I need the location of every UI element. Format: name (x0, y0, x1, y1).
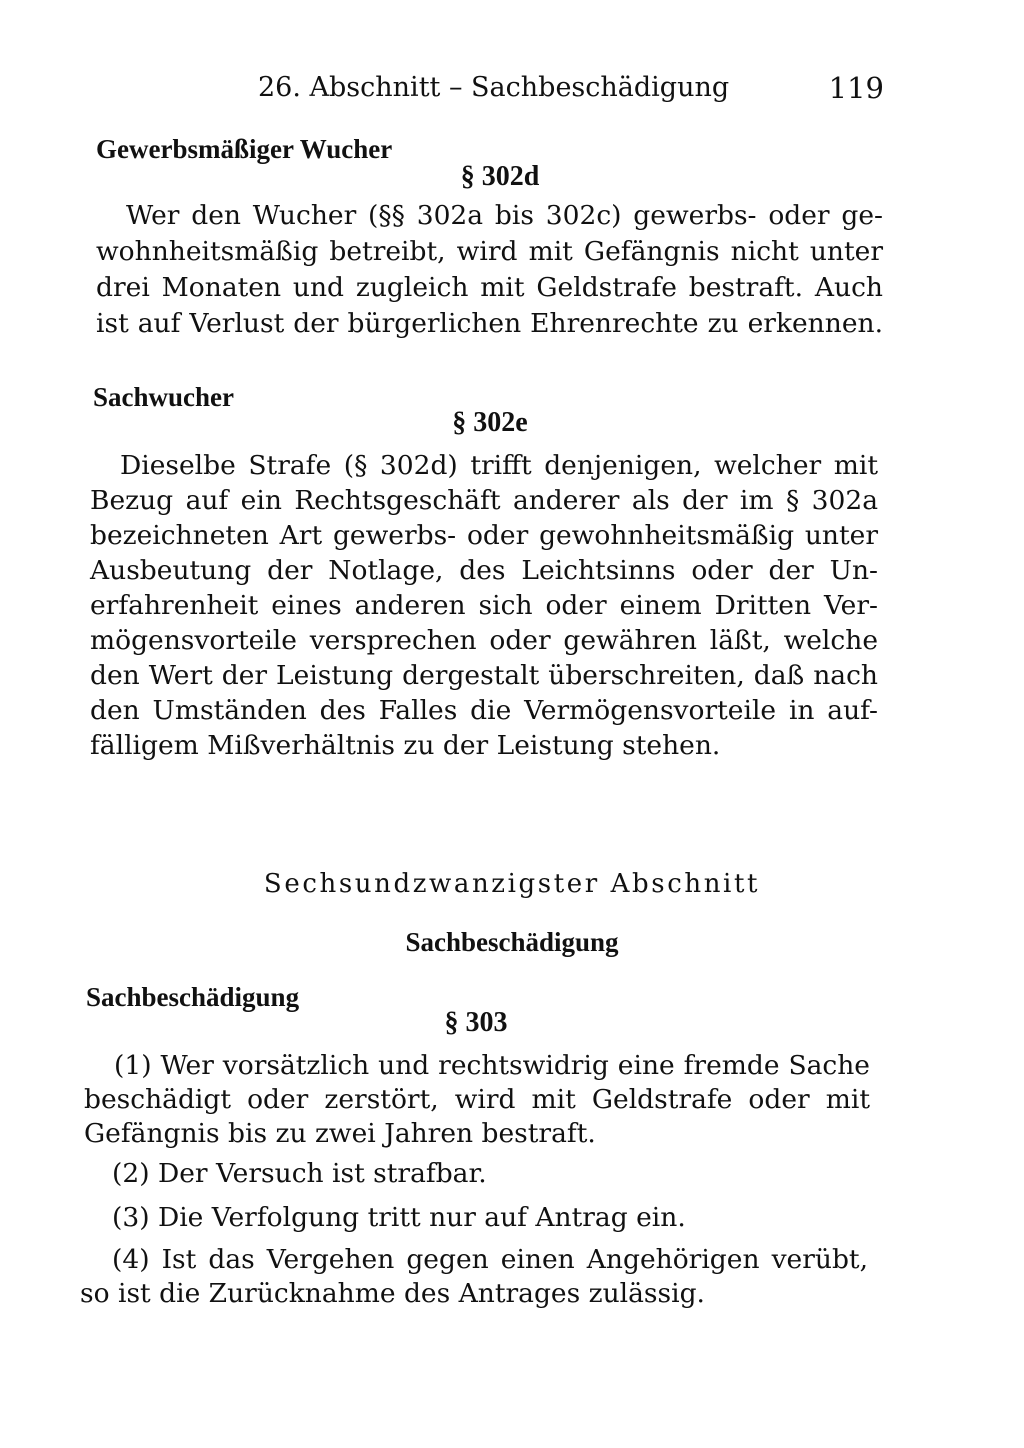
text-line-302d-1: Wer den Wucher (§§ 302a bis 302c) gewerbs- oder ge- (126, 200, 883, 231)
text-line-302e-1: Dieselbe Strafe (§ 302d) trifft denjenigen, welcher mit (120, 450, 878, 481)
text-line-302e-8: den Umständen des Falles die Vermögensvorteile in auf- (90, 695, 878, 726)
chapter-subtitle: Sachbeschädigung (405, 927, 619, 957)
text-line-303-5: (3) Die Verfolgung tritt nur auf Antrag ein. (112, 1202, 686, 1233)
running-head-title: 26. Abschnitt – Sachbeschädigung (258, 72, 730, 103)
text-line-302e-2: Bezug auf ein Rechtsgeschäft anderer als der im § 302a (90, 485, 878, 516)
section-heading-302e: Sachwucher (93, 382, 234, 412)
section-heading-303: Sachbeschädigung (86, 982, 300, 1012)
text-line-303-7: so ist die Zurücknahme des Antrages zulässig. (80, 1278, 705, 1309)
running-head (258, 68, 884, 108)
section-heading-302d: Gewerbsmäßiger Wucher (96, 134, 393, 164)
paragraph-number-302d: § 302d (460, 161, 540, 192)
page-number: 119 (828, 71, 884, 105)
paragraph-number-302e: § 302e (452, 407, 528, 438)
text-line-302e-9: fälligem Mißverhältnis zu der Leistung stehen. (90, 730, 721, 761)
text-line-302d-4: ist auf Verlust der bürgerlichen Ehrenrechte zu erkennen. (96, 308, 883, 339)
text-line-303-4: (2) Der Versuch ist strafbar. (112, 1158, 487, 1189)
text-line-303-2: beschädigt oder zerstört, wird mit Geldstrafe oder mit (84, 1084, 870, 1115)
text-line-303-6: (4) Ist das Vergehen gegen einen Angehörigen verübt, (112, 1244, 868, 1275)
text-line-302d-2: wohnheitsmäßig betreibt, wird mit Gefängnis nicht unter (96, 236, 883, 267)
text-line-302e-5: erfahrenheit eines anderen sich oder einem Dritten Ver- (90, 590, 878, 621)
text-line-302e-3: bezeichneten Art gewerbs- oder gewohnheitsmäßig unter (90, 520, 878, 551)
text-line-303-1: (1) Wer vorsätzlich und rechtswidrig eine fremde Sache (114, 1050, 870, 1081)
text-line-303-3: Gefängnis bis zu zwei Jahren bestraft. (84, 1118, 596, 1149)
chapter-title: Sechsundzwanzigster Abschnitt (263, 869, 761, 899)
paragraph-number-303: § 303 (444, 1007, 508, 1038)
text-line-302e-7: den Wert der Leistung dergestalt überschreiten, daß nach (90, 660, 878, 691)
text-line-302e-4: Ausbeutung der Notlage, des Leichtsinns oder der Un- (90, 555, 878, 586)
text-line-302e-6: mögensvorteile versprechen oder gewähren läßt, welche (90, 625, 878, 656)
text-line-302d-3: drei Monaten und zugleich mit Geldstrafe bestraft. Auch (96, 272, 883, 303)
